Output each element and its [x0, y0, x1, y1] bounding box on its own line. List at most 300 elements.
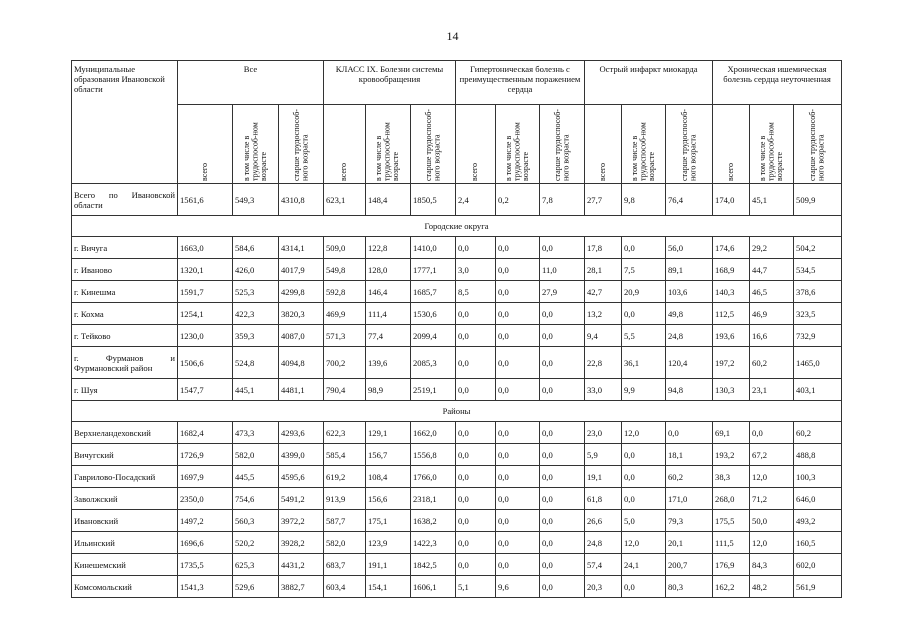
value-cell: 0,0 — [666, 422, 713, 444]
value-cell: 0,0 — [540, 444, 585, 466]
value-cell: 5,1 — [456, 576, 496, 598]
value-cell: 98,9 — [366, 379, 411, 401]
value-cell: 3820,3 — [279, 303, 324, 325]
value-cell: 584,6 — [233, 237, 279, 259]
subcolumn-label: старше трудоспособ-ного возраста — [552, 109, 570, 181]
subcol-over-working-age-header — [666, 105, 713, 184]
value-cell: 156,7 — [366, 444, 411, 466]
value-cell: 0,0 — [622, 303, 666, 325]
value-cell: 9,9 — [622, 379, 666, 401]
value-cell: 622,3 — [324, 422, 366, 444]
value-cell: 592,8 — [324, 281, 366, 303]
value-cell: 77,4 — [366, 325, 411, 347]
subcol-working-age-header — [233, 105, 279, 184]
value-cell: 1663,0 — [178, 237, 233, 259]
table-row — [72, 510, 842, 532]
value-cell: 0,0 — [456, 237, 496, 259]
value-cell: 44,7 — [750, 259, 794, 281]
value-cell: 0,0 — [540, 576, 585, 598]
value-cell: 0,0 — [540, 379, 585, 401]
value-cell: 7,8 — [540, 184, 585, 216]
subcolumn-label: в том числе в трудоспособ-ном возрасте — [629, 122, 656, 181]
value-cell: 45,1 — [750, 184, 794, 216]
section-title: Районы — [72, 401, 842, 422]
mortality-table — [71, 60, 842, 598]
value-cell: 509,0 — [324, 237, 366, 259]
value-cell: 4299,8 — [279, 281, 324, 303]
value-cell: 1561,6 — [178, 184, 233, 216]
value-cell: 130,3 — [713, 379, 750, 401]
value-cell: 2099,4 — [411, 325, 456, 347]
table-row — [72, 325, 842, 347]
value-cell: 1506,6 — [178, 347, 233, 379]
value-cell: 520,2 — [233, 532, 279, 554]
value-cell: 12,0 — [622, 532, 666, 554]
value-cell: 0,0 — [456, 325, 496, 347]
value-cell: 12,0 — [622, 422, 666, 444]
value-cell: 111,5 — [713, 532, 750, 554]
value-cell: 0,0 — [496, 422, 540, 444]
value-cell: 0,0 — [496, 281, 540, 303]
table-row — [72, 576, 842, 598]
value-cell: 0,0 — [496, 510, 540, 532]
value-cell: 549,3 — [233, 184, 279, 216]
value-cell: 49,8 — [666, 303, 713, 325]
subcol-working-age-header — [496, 105, 540, 184]
row-name: г. Тейково — [72, 325, 178, 347]
value-cell: 0,0 — [622, 237, 666, 259]
value-cell: 1685,7 — [411, 281, 456, 303]
value-cell: 1777,1 — [411, 259, 456, 281]
value-cell: 683,7 — [324, 554, 366, 576]
value-cell: 175,5 — [713, 510, 750, 532]
value-cell: 1497,2 — [178, 510, 233, 532]
row-name: Заволжский — [72, 488, 178, 510]
value-cell: 84,3 — [750, 554, 794, 576]
group-header-hypertension: Гипертоническая болезнь с преимущественным поражением сердца — [456, 61, 585, 105]
value-cell: 140,3 — [713, 281, 750, 303]
value-cell: 71,2 — [750, 488, 794, 510]
subcolumn-label: старше трудоспособ-ного возраста — [808, 109, 826, 181]
value-cell: 139,6 — [366, 347, 411, 379]
value-cell: 160,5 — [794, 532, 842, 554]
subcolumn-label: всего — [339, 162, 349, 181]
value-cell: 4293,6 — [279, 422, 324, 444]
value-cell: 754,6 — [233, 488, 279, 510]
group-header-infarction: Острый инфаркт миокарда — [585, 61, 713, 105]
value-cell: 323,5 — [794, 303, 842, 325]
value-cell: 156,6 — [366, 488, 411, 510]
value-cell: 700,2 — [324, 347, 366, 379]
value-cell: 0,0 — [456, 466, 496, 488]
row-name: Вичугский — [72, 444, 178, 466]
value-cell: 33,0 — [585, 379, 622, 401]
subcolumn-label: в том числе в трудоспособ-ном возрасте — [374, 122, 401, 181]
subcolumn-label: всего — [597, 162, 607, 181]
value-cell: 5,9 — [585, 444, 622, 466]
table-row — [72, 466, 842, 488]
table-row — [72, 281, 842, 303]
value-cell: 1850,5 — [411, 184, 456, 216]
value-cell: 12,0 — [750, 532, 794, 554]
value-cell: 129,1 — [366, 422, 411, 444]
value-cell: 493,2 — [794, 510, 842, 532]
value-cell: 1682,4 — [178, 422, 233, 444]
subcol-working-age-header — [750, 105, 794, 184]
value-cell: 89,1 — [666, 259, 713, 281]
value-cell: 4595,6 — [279, 466, 324, 488]
value-cell: 1547,7 — [178, 379, 233, 401]
value-cell: 1422,3 — [411, 532, 456, 554]
value-cell: 112,5 — [713, 303, 750, 325]
value-cell: 560,3 — [233, 510, 279, 532]
value-cell: 534,5 — [794, 259, 842, 281]
value-cell: 587,7 — [324, 510, 366, 532]
value-cell: 29,2 — [750, 237, 794, 259]
row-name: г. Кинешма — [72, 281, 178, 303]
value-cell: 0,0 — [540, 510, 585, 532]
value-cell: 171,0 — [666, 488, 713, 510]
value-cell: 100,3 — [794, 466, 842, 488]
value-cell: 108,4 — [366, 466, 411, 488]
value-cell: 603,4 — [324, 576, 366, 598]
value-cell: 12,0 — [750, 466, 794, 488]
value-cell: 9,8 — [622, 184, 666, 216]
value-cell: 422,3 — [233, 303, 279, 325]
value-cell: 0,0 — [456, 488, 496, 510]
subcol-over-working-age-header — [411, 105, 456, 184]
value-cell: 0,0 — [496, 488, 540, 510]
value-cell: 0,0 — [622, 576, 666, 598]
table-row — [72, 237, 842, 259]
value-cell: 174,6 — [713, 237, 750, 259]
subcolumn-label: в том числе в трудоспособ-ном возрасте — [503, 122, 530, 181]
value-cell: 50,0 — [750, 510, 794, 532]
value-cell: 0,0 — [456, 510, 496, 532]
value-cell: 48,2 — [750, 576, 794, 598]
value-cell: 1766,0 — [411, 466, 456, 488]
value-cell: 28,1 — [585, 259, 622, 281]
row-name: г. Фурманов и Фурмановский район — [72, 347, 178, 379]
value-cell: 123,9 — [366, 532, 411, 554]
value-cell: 46,9 — [750, 303, 794, 325]
value-cell: 619,2 — [324, 466, 366, 488]
value-cell: 4087,0 — [279, 325, 324, 347]
subcol-over-working-age-header — [794, 105, 842, 184]
value-cell: 3,0 — [456, 259, 496, 281]
value-cell: 27,9 — [540, 281, 585, 303]
row-name: Кинешемский — [72, 554, 178, 576]
value-cell: 69,1 — [713, 422, 750, 444]
value-cell: 13,2 — [585, 303, 622, 325]
value-cell: 148,4 — [366, 184, 411, 216]
value-cell: 3882,7 — [279, 576, 324, 598]
row-name: Всего по Ивановской области — [72, 184, 178, 216]
value-cell: 120,4 — [666, 347, 713, 379]
value-cell: 0,0 — [540, 325, 585, 347]
value-cell: 3972,2 — [279, 510, 324, 532]
value-cell: 1230,0 — [178, 325, 233, 347]
value-cell: 602,0 — [794, 554, 842, 576]
value-cell: 60,2 — [750, 347, 794, 379]
value-cell: 1638,2 — [411, 510, 456, 532]
value-cell: 0,0 — [750, 422, 794, 444]
value-cell: 1606,1 — [411, 576, 456, 598]
value-cell: 4310,8 — [279, 184, 324, 216]
value-cell: 0,0 — [456, 379, 496, 401]
value-cell: 36,1 — [622, 347, 666, 379]
value-cell: 0,0 — [540, 303, 585, 325]
value-cell: 1697,9 — [178, 466, 233, 488]
row-name: Ивановский — [72, 510, 178, 532]
value-cell: 79,3 — [666, 510, 713, 532]
value-cell: 0,0 — [622, 444, 666, 466]
value-cell: 1410,0 — [411, 237, 456, 259]
table-row — [72, 532, 842, 554]
value-cell: 0,0 — [540, 422, 585, 444]
value-cell: 1541,3 — [178, 576, 233, 598]
value-cell: 3928,2 — [279, 532, 324, 554]
value-cell: 1465,0 — [794, 347, 842, 379]
value-cell: 17,8 — [585, 237, 622, 259]
value-cell: 0,0 — [456, 554, 496, 576]
value-cell: 0,0 — [540, 237, 585, 259]
value-cell: 7,5 — [622, 259, 666, 281]
value-cell: 359,3 — [233, 325, 279, 347]
subcolumn-label: в том числе в трудоспособ-ном возрасте — [757, 122, 784, 181]
value-cell: 0,0 — [456, 444, 496, 466]
table-row — [72, 347, 842, 379]
subcolumn-label: всего — [470, 162, 480, 181]
value-cell: 585,4 — [324, 444, 366, 466]
value-cell: 0,0 — [456, 532, 496, 554]
value-cell: 56,0 — [666, 237, 713, 259]
value-cell: 174,0 — [713, 184, 750, 216]
value-cell: 8,5 — [456, 281, 496, 303]
value-cell: 2350,0 — [178, 488, 233, 510]
row-name: Верхнеландеховский — [72, 422, 178, 444]
value-cell: 26,6 — [585, 510, 622, 532]
row-name: г. Вичуга — [72, 237, 178, 259]
value-cell: 0,0 — [496, 259, 540, 281]
value-cell: 16,6 — [750, 325, 794, 347]
group-header-ischemic: Хроническая ишемическая болезнь сердца неуточненная — [713, 61, 842, 105]
value-cell: 5,5 — [622, 325, 666, 347]
value-cell: 18,1 — [666, 444, 713, 466]
value-cell: 623,1 — [324, 184, 366, 216]
value-cell: 23,1 — [750, 379, 794, 401]
value-cell: 27,7 — [585, 184, 622, 216]
value-cell: 193,2 — [713, 444, 750, 466]
value-cell: 1254,1 — [178, 303, 233, 325]
value-cell: 103,6 — [666, 281, 713, 303]
subcolumn-label: в том числе в трудоспособ-ном возрасте — [241, 122, 268, 181]
subcolumn-header-row — [72, 105, 842, 184]
value-cell: 0,0 — [496, 444, 540, 466]
value-cell: 561,9 — [794, 576, 842, 598]
value-cell: 582,0 — [324, 532, 366, 554]
subcol-total-header — [713, 105, 750, 184]
value-cell: 60,2 — [666, 466, 713, 488]
subcol-over-working-age-header — [540, 105, 585, 184]
value-cell: 426,0 — [233, 259, 279, 281]
value-cell: 19,1 — [585, 466, 622, 488]
subcolumn-label: всего — [199, 162, 209, 181]
subcol-over-working-age-header — [279, 105, 324, 184]
value-cell: 42,7 — [585, 281, 622, 303]
subcol-total-header — [178, 105, 233, 184]
value-cell: 0,0 — [456, 422, 496, 444]
value-cell: 5491,2 — [279, 488, 324, 510]
value-cell: 4481,1 — [279, 379, 324, 401]
value-cell: 20,9 — [622, 281, 666, 303]
value-cell: 2318,1 — [411, 488, 456, 510]
value-cell: 0,0 — [456, 303, 496, 325]
value-cell: 1842,5 — [411, 554, 456, 576]
value-cell: 0,0 — [496, 303, 540, 325]
value-cell: 0,0 — [496, 347, 540, 379]
value-cell: 0,0 — [496, 237, 540, 259]
value-cell: 1696,6 — [178, 532, 233, 554]
value-cell: 646,0 — [794, 488, 842, 510]
section-rural-districts — [72, 401, 842, 422]
value-cell: 445,5 — [233, 466, 279, 488]
value-cell: 1726,9 — [178, 444, 233, 466]
subcolumn-label: старше трудоспособ-ного возраста — [291, 109, 309, 181]
value-cell: 2085,3 — [411, 347, 456, 379]
value-cell: 469,9 — [324, 303, 366, 325]
value-cell: 9,4 — [585, 325, 622, 347]
subcol-total-header — [456, 105, 496, 184]
subcol-total-header — [324, 105, 366, 184]
value-cell: 175,1 — [366, 510, 411, 532]
value-cell: 2519,1 — [411, 379, 456, 401]
value-cell: 4431,2 — [279, 554, 324, 576]
municipality-header: Муниципальные образования Ивановской области — [72, 61, 178, 184]
group-header-class-ix: КЛАСС IX. Болезни системы кровообращения — [324, 61, 456, 105]
value-cell: 24,1 — [622, 554, 666, 576]
table-row — [72, 379, 842, 401]
value-cell: 473,3 — [233, 422, 279, 444]
value-cell: 162,2 — [713, 576, 750, 598]
value-cell: 193,6 — [713, 325, 750, 347]
value-cell: 168,9 — [713, 259, 750, 281]
row-name: Ильинский — [72, 532, 178, 554]
value-cell: 0,0 — [496, 532, 540, 554]
value-cell: 24,8 — [585, 532, 622, 554]
table-row — [72, 422, 842, 444]
subcolumn-label: всего — [725, 162, 735, 181]
value-cell: 0,0 — [540, 347, 585, 379]
section-urban-districts — [72, 216, 842, 237]
value-cell: 1320,1 — [178, 259, 233, 281]
value-cell: 154,1 — [366, 576, 411, 598]
value-cell: 1530,6 — [411, 303, 456, 325]
value-cell: 61,8 — [585, 488, 622, 510]
value-cell: 176,9 — [713, 554, 750, 576]
value-cell: 571,3 — [324, 325, 366, 347]
value-cell: 268,0 — [713, 488, 750, 510]
value-cell: 0,2 — [496, 184, 540, 216]
value-cell: 1662,0 — [411, 422, 456, 444]
value-cell: 20,1 — [666, 532, 713, 554]
subcolumn-label: старше трудоспособ-ного возраста — [679, 109, 698, 181]
value-cell: 80,3 — [666, 576, 713, 598]
value-cell: 0,0 — [496, 554, 540, 576]
row-name: Гаврилово-Посадский — [72, 466, 178, 488]
value-cell: 128,0 — [366, 259, 411, 281]
value-cell: 0,0 — [496, 466, 540, 488]
value-cell: 1591,7 — [178, 281, 233, 303]
value-cell: 525,3 — [233, 281, 279, 303]
value-cell: 94,8 — [666, 379, 713, 401]
value-cell: 22,8 — [585, 347, 622, 379]
value-cell: 46,5 — [750, 281, 794, 303]
subcolumn-label: старше трудоспособ-ного возраста — [423, 109, 441, 181]
value-cell: 60,2 — [794, 422, 842, 444]
row-name: Комсомольский — [72, 576, 178, 598]
value-cell: 504,2 — [794, 237, 842, 259]
subcol-working-age-header — [622, 105, 666, 184]
value-cell: 20,3 — [585, 576, 622, 598]
table-row — [72, 488, 842, 510]
table-row — [72, 554, 842, 576]
value-cell: 0,0 — [540, 554, 585, 576]
value-cell: 524,8 — [233, 347, 279, 379]
value-cell: 9,6 — [496, 576, 540, 598]
section-title: Городские округа — [72, 216, 842, 237]
value-cell: 4094,8 — [279, 347, 324, 379]
value-cell: 378,6 — [794, 281, 842, 303]
value-cell: 403,1 — [794, 379, 842, 401]
row-name: г. Шуя — [72, 379, 178, 401]
value-cell: 67,2 — [750, 444, 794, 466]
value-cell: 122,8 — [366, 237, 411, 259]
value-cell: 38,3 — [713, 466, 750, 488]
group-header-all: Все — [178, 61, 324, 105]
value-cell: 1735,5 — [178, 554, 233, 576]
value-cell: 0,0 — [540, 532, 585, 554]
value-cell: 549,8 — [324, 259, 366, 281]
subcol-working-age-header — [366, 105, 411, 184]
value-cell: 0,0 — [496, 325, 540, 347]
value-cell: 2,4 — [456, 184, 496, 216]
value-cell: 4399,0 — [279, 444, 324, 466]
value-cell: 24,8 — [666, 325, 713, 347]
page-number: 14 — [446, 29, 459, 43]
table-row — [72, 444, 842, 466]
table-row — [72, 259, 842, 281]
value-cell: 913,9 — [324, 488, 366, 510]
value-cell: 488,8 — [794, 444, 842, 466]
value-cell: 732,9 — [794, 325, 842, 347]
value-cell: 111,4 — [366, 303, 411, 325]
table-row — [72, 184, 842, 216]
value-cell: 0,0 — [540, 466, 585, 488]
value-cell: 529,6 — [233, 576, 279, 598]
row-name: г. Иваново — [72, 259, 178, 281]
value-cell: 0,0 — [540, 488, 585, 510]
value-cell: 4314,1 — [279, 237, 324, 259]
value-cell: 57,4 — [585, 554, 622, 576]
value-cell: 11,0 — [540, 259, 585, 281]
row-name: г. Кохма — [72, 303, 178, 325]
value-cell: 0,0 — [456, 347, 496, 379]
value-cell: 790,4 — [324, 379, 366, 401]
subcol-total-header — [585, 105, 622, 184]
value-cell: 76,4 — [666, 184, 713, 216]
value-cell: 4017,9 — [279, 259, 324, 281]
